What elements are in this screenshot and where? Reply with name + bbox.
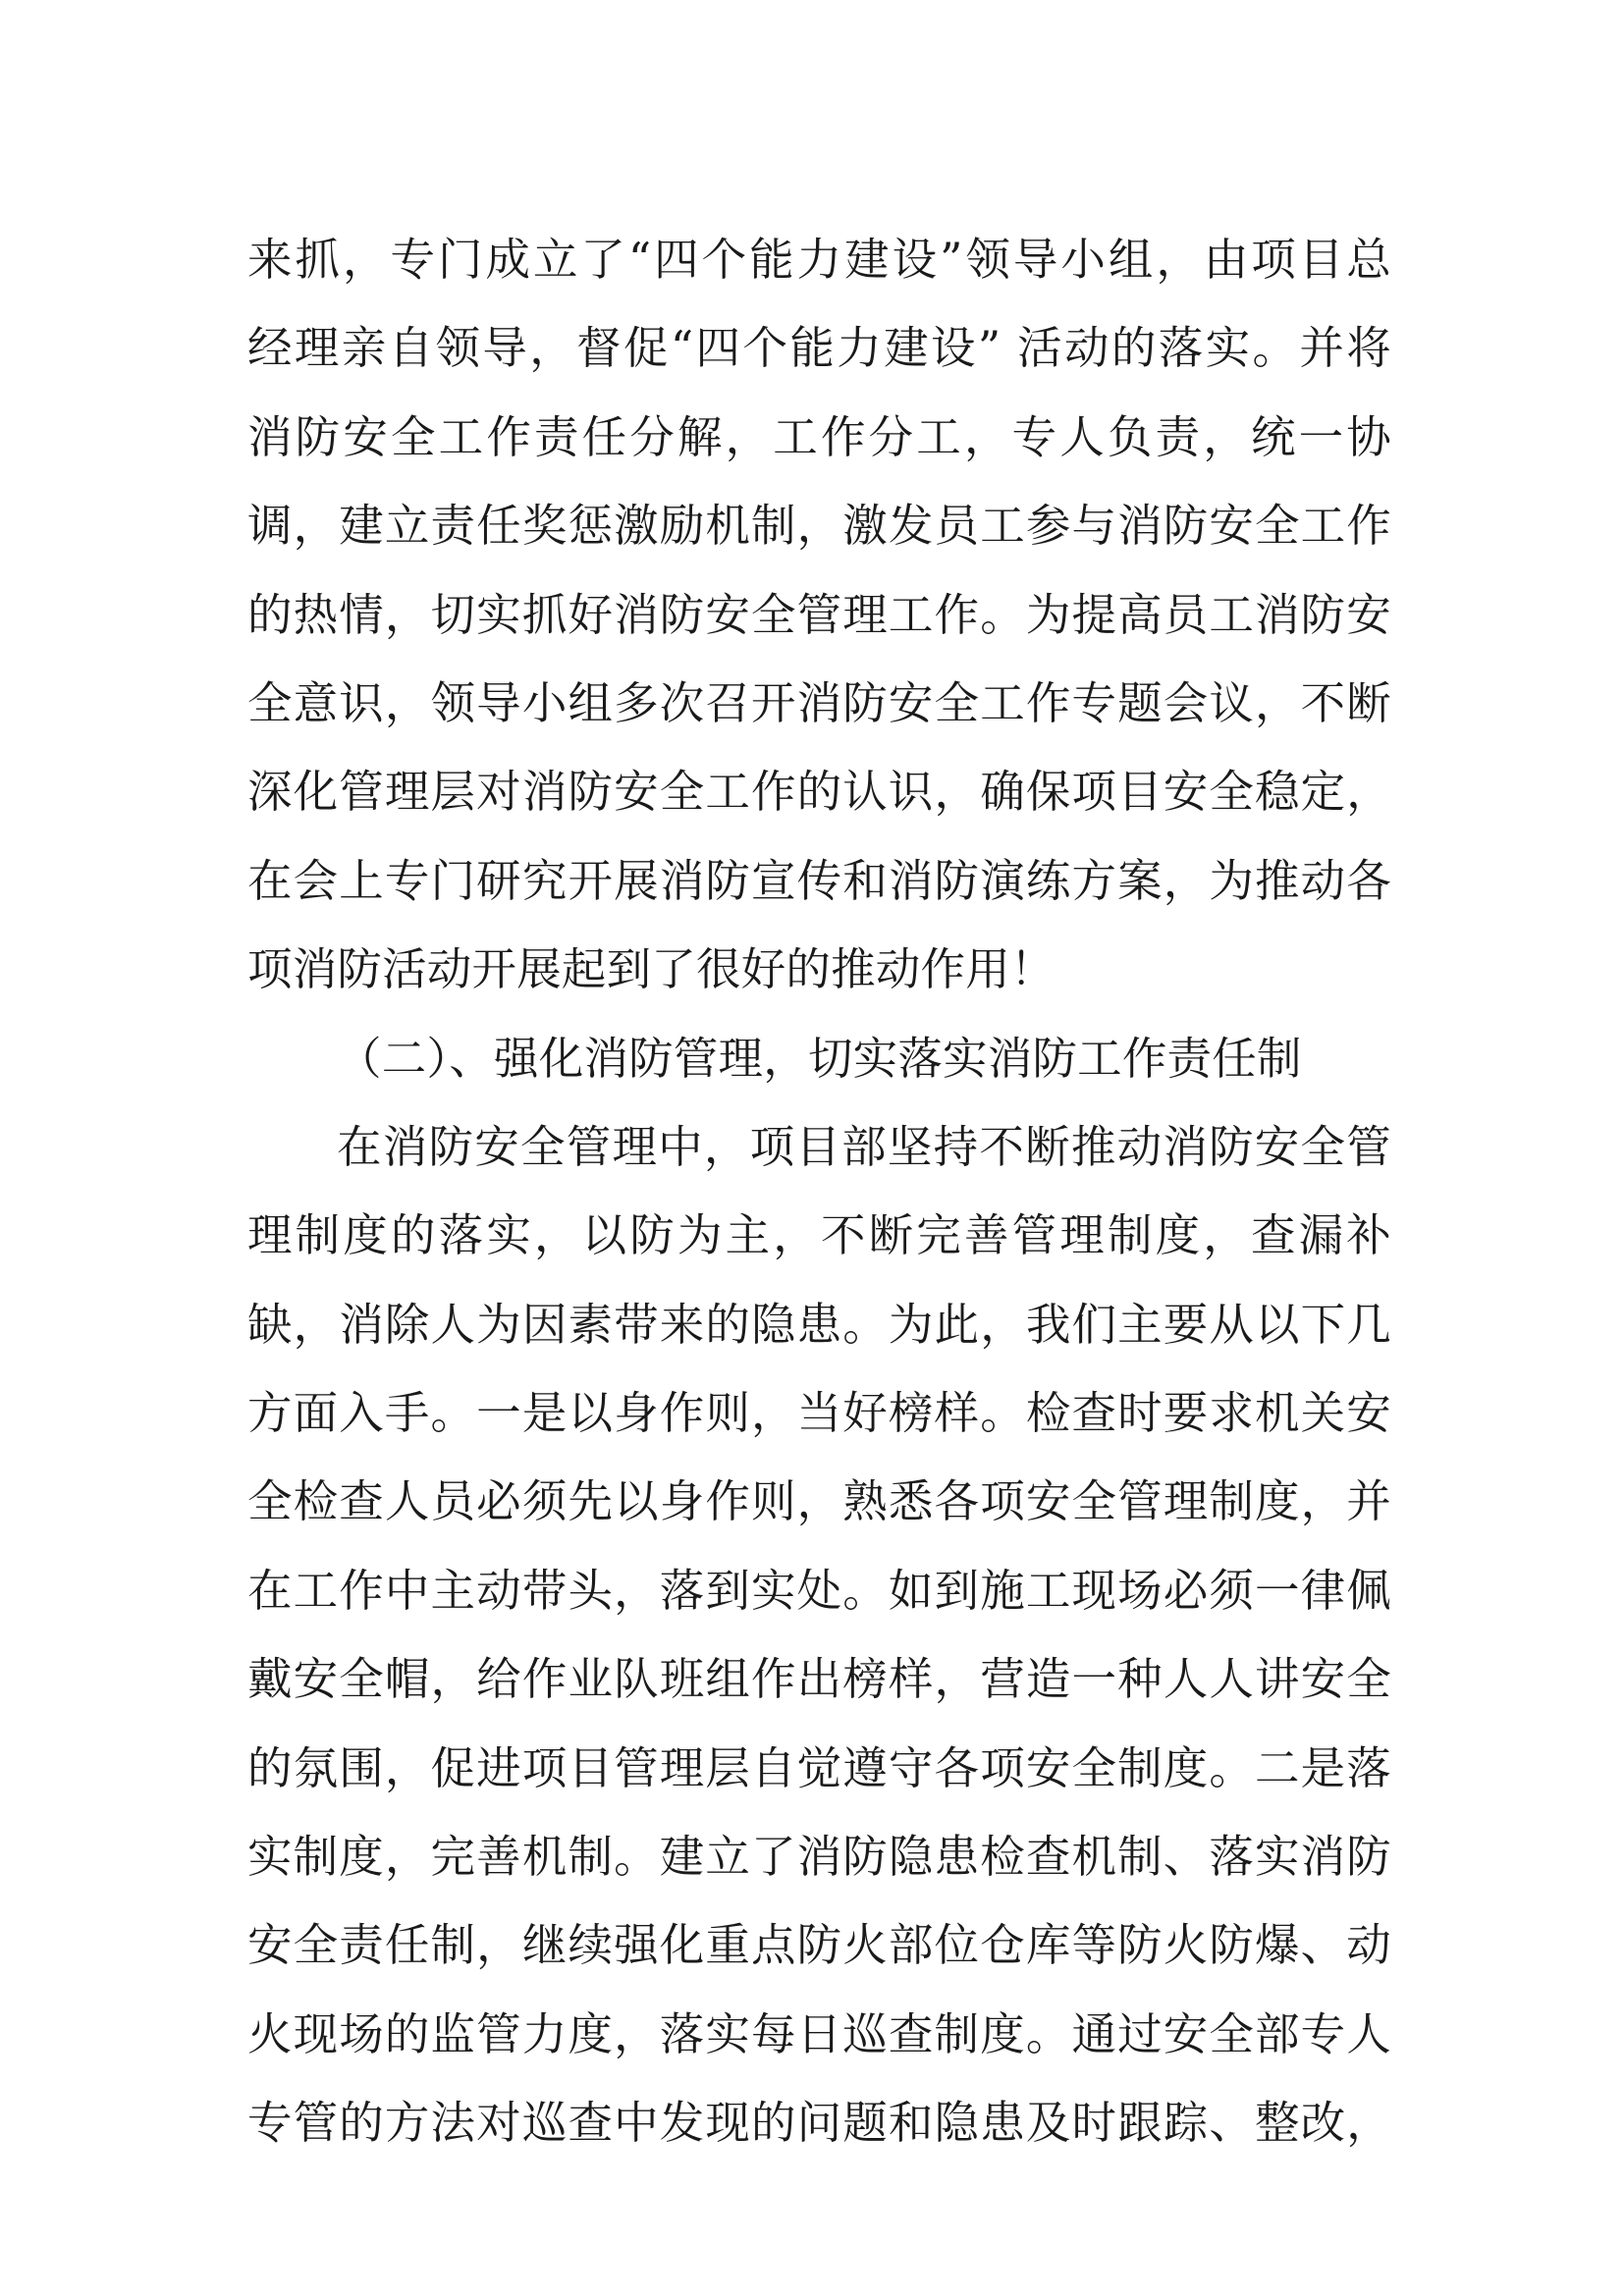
paragraph-2	[247, 1103, 1391, 2168]
text-line: 在会上专门研究开展消防宣传和消防演练方案，为推动各	[247, 854, 1391, 907]
text-line: 的热情，切实抓好消防安全管理工作。为提高员工消防安	[247, 588, 1391, 641]
text-line: 来抓，专门成立了“四个能力建设”领导小组，由项目总	[247, 234, 1391, 286]
text-line: 在工作中主动带头，落到实处。如到施工现场必须一律佩	[247, 1564, 1391, 1617]
text-line: 消防安全工作责任分解，工作分工，专人负责，统一协	[247, 410, 1391, 463]
section-heading: （二）、强化消防管理，切实落实消防工作责任制	[337, 1032, 1302, 1085]
text-line: 戴安全帽，给作业队班组作出榜样，营造一种人人讲安全	[247, 1653, 1391, 1706]
text-line: 全检查人员必须先以身作则，熟悉各项安全管理制度，并	[247, 1475, 1391, 1528]
text-line: 实制度，完善机制。建立了消防隐患检查机制、落实消防	[247, 1831, 1391, 1884]
text-line: 项消防活动开展起到了很好的推动作用！	[247, 943, 1056, 996]
text-line: 安全责任制，继续强化重点防火部位仓库等防火防爆、动	[247, 1919, 1391, 1972]
text-line: 的氛围，促进项目管理层自觉遵守各项安全制度。二是落	[247, 1741, 1391, 1794]
text-line: 深化管理层对消防安全工作的认识，确保项目安全稳定，	[247, 766, 1391, 819]
text-line: 经理亲自领导，督促“四个能力建设” 活动的落实。并将	[247, 322, 1391, 375]
text-line: 缺，消除人为因素带来的隐患。为此，我们主要从以下几	[247, 1298, 1391, 1351]
text-line: 在消防安全管理中，项目部坚持不断推动消防安全管	[337, 1120, 1391, 1173]
text-line: 全意识，领导小组多次召开消防安全工作专题会议，不断	[247, 676, 1391, 729]
text-line: 理制度的落实，以防为主，不断完善管理制度，查漏补	[247, 1209, 1391, 1262]
paragraph-1	[247, 216, 1391, 1015]
text-line: 火现场的监管力度，落实每日巡查制度。通过安全部专人	[247, 2007, 1391, 2060]
text-line: 专管的方法对巡查中发现的问题和隐患及时跟踪、整改，	[247, 2097, 1391, 2150]
text-line: 方面入手。一是以身作则，当好榜样。检查时要求机关安	[247, 1387, 1391, 1440]
text-line: 调，建立责任奖惩激励机制，激发员工参与消防安全工作	[247, 500, 1391, 553]
document-body	[247, 216, 1391, 2168]
